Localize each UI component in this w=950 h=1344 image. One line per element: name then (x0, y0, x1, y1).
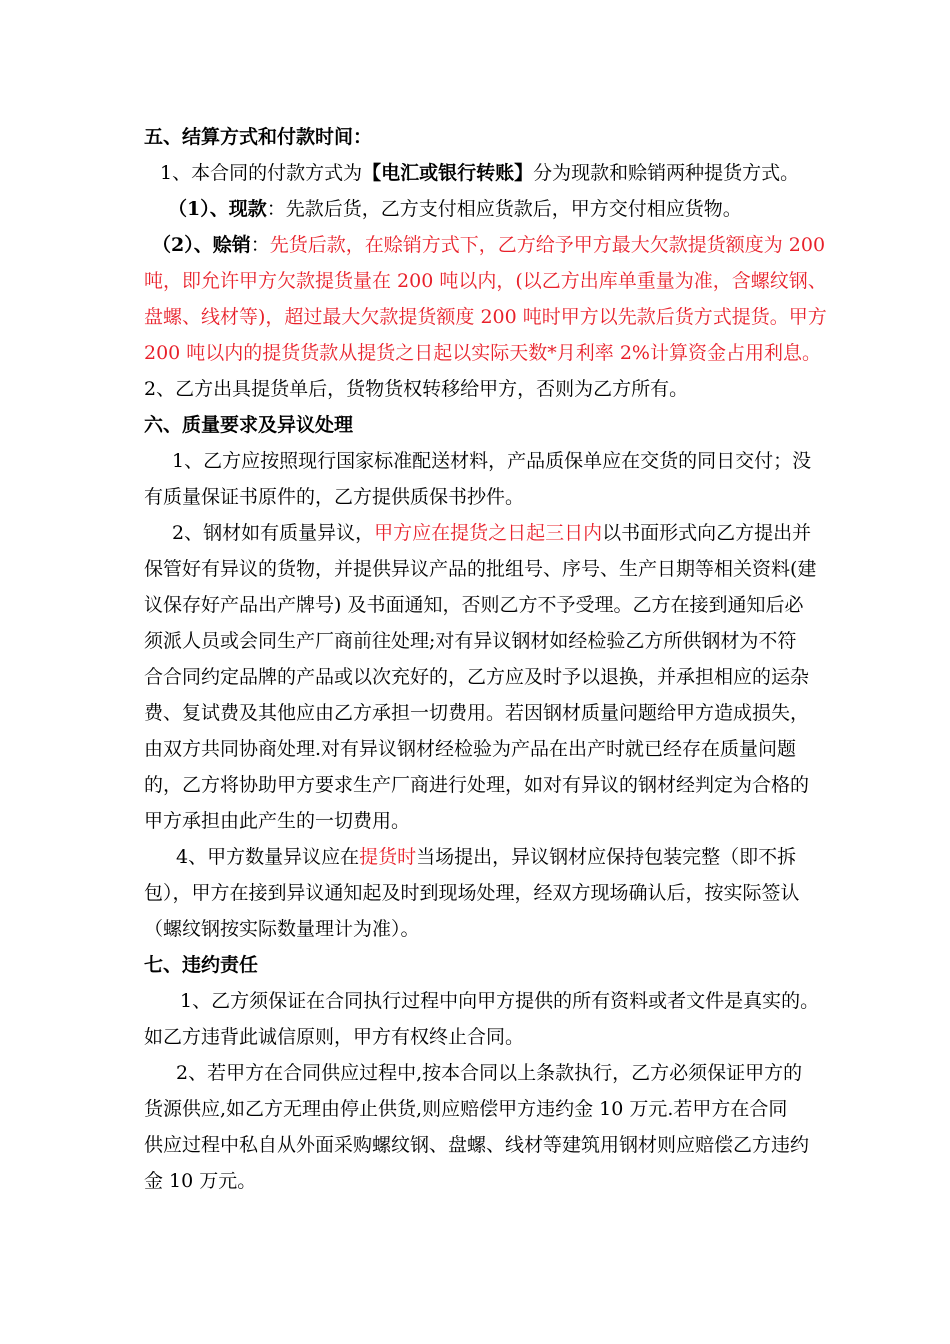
payment-method-clause (160, 160, 840, 186)
credit-colon: ： (250, 234, 270, 256)
credit-text-line: 盘螺、线材等)，超过最大欠款提货额度 200 吨时甲方以先款后货方式提货。甲方 (144, 306, 827, 328)
section-5-heading: 五、结算方式和付款时间： (144, 126, 373, 148)
section-6-heading: 六、质量要求及异议处理 (144, 414, 354, 436)
credit-text-line: 先货后款，在赊销方式下，乙方给予甲方最大欠款提货额度为 200 (269, 234, 826, 256)
quality-objection-line: 费、复试费及其他应由乙方承担一切费用。若因钢材质量问题给甲方造成损失， (144, 702, 810, 724)
payment-method-value: 【电汇或银行转账】 (362, 162, 534, 184)
quality-objection-line: 由双方共同协商处理.对有异议钢材经检验为产品在出产时就已经存在质量问题 (144, 738, 797, 760)
quality-objection-deadline: 甲方应在提货之日起三日内 (374, 522, 603, 544)
integrity-clause-line: 如乙方违背此诚信原则，甲方有权终止合同。 (144, 1026, 525, 1048)
credit-text-line: 吨，即允许甲方欠款提货量在 200 吨以内，(以乙方出库单重量为准，含螺纹钢、 (144, 270, 827, 292)
quality-objection-suffix: 以书面形式向乙方提出并 (602, 522, 812, 544)
integrity-clause-line: 1、乙方须保证在合同执行过程中向甲方提供的所有资料或者文件是真实的。 (180, 990, 820, 1012)
quality-standard-line: 有质量保证书原件的，乙方提供质保书抄件。 (144, 486, 525, 508)
quantity-objection-line: 包），甲方在接到异议通知起及时到现场处理，经双方现场确认后，按实际签认 (144, 882, 800, 904)
penalty-clause-line: 2、若甲方在合同供应过程中,按本合同以上条款执行，乙方必须保证甲方的 (176, 1062, 803, 1084)
quantity-objection-prefix: 4、甲方数量异议应在 (176, 846, 360, 868)
quality-objection-line: 保管好有异议的货物，并提供异议产品的批组号、序号、生产日期等相关资料(建 (144, 558, 817, 580)
quantity-objection-timing: 提货时 (359, 846, 417, 868)
penalty-clause-line: 货源供应,如乙方无理由停止供货,则应赔偿甲方违约金 10 万元.若甲方在合同 (144, 1098, 788, 1120)
credit-label: （2）、赊销 (152, 234, 251, 256)
goods-title-clause: 2、乙方出具提货单后，货物货权转移给甲方，否则为乙方所有。 (144, 378, 689, 400)
credit-text-line: 200 吨以内的提货货款从提货之日起以实际天数*月利率 2%计算资金占用利息。 (144, 342, 821, 364)
cash-text: ：先款后货，乙方支付相应货款后，甲方交付相应货物。 (266, 198, 742, 220)
quality-objection-prefix: 2、钢材如有质量异议， (172, 522, 375, 544)
quality-standard-line: 1、乙方应按照现行国家标准配送材料，产品质保单应在交货的同日交付；没 (172, 450, 812, 472)
payment-method-prefix: 1、本合同的付款方式为 (160, 162, 363, 184)
quality-objection-line: 的，乙方将协助甲方要求生产厂商进行处理，如对有异议的钢材经判定为合格的 (144, 774, 810, 796)
payment-method-suffix: 分为现款和赊销两种提货方式。 (533, 162, 800, 184)
quality-objection-line: 须派人员或会同生产厂商前往处理;对有异议钢材如经检验乙方所供钢材为不符 (144, 630, 797, 652)
credit-clause-line-1 (152, 232, 832, 258)
cash-label: （1）、现款 (168, 198, 267, 220)
cash-clause (168, 196, 848, 222)
quantity-objection-suffix: 当场提出，异议钢材应保持包装完整（即不拆 (416, 846, 797, 868)
quantity-objection-line-1 (176, 844, 856, 870)
quality-objection-line: 合合同约定品牌的产品或以次充好的，乙方应及时予以退换，并承担相应的运杂 (144, 666, 810, 688)
penalty-clause-line: 金 10 万元。 (144, 1170, 257, 1192)
section-7-heading: 七、违约责任 (144, 954, 259, 976)
penalty-clause-line: 供应过程中私自从外面采购螺纹钢、盘螺、线材等建筑用钢材则应赔偿乙方违约 (144, 1134, 810, 1156)
quality-objection-line: 甲方承担由此产生的一切费用。 (144, 810, 411, 832)
quality-objection-line: 议保存好产品出产牌号) 及书面通知，否则乙方不予受理。乙方在接到通知后必 (144, 594, 804, 616)
quantity-objection-line: （螺纹钢按实际数量理计为准）。 (144, 918, 420, 940)
quality-objection-line-1 (172, 520, 852, 546)
